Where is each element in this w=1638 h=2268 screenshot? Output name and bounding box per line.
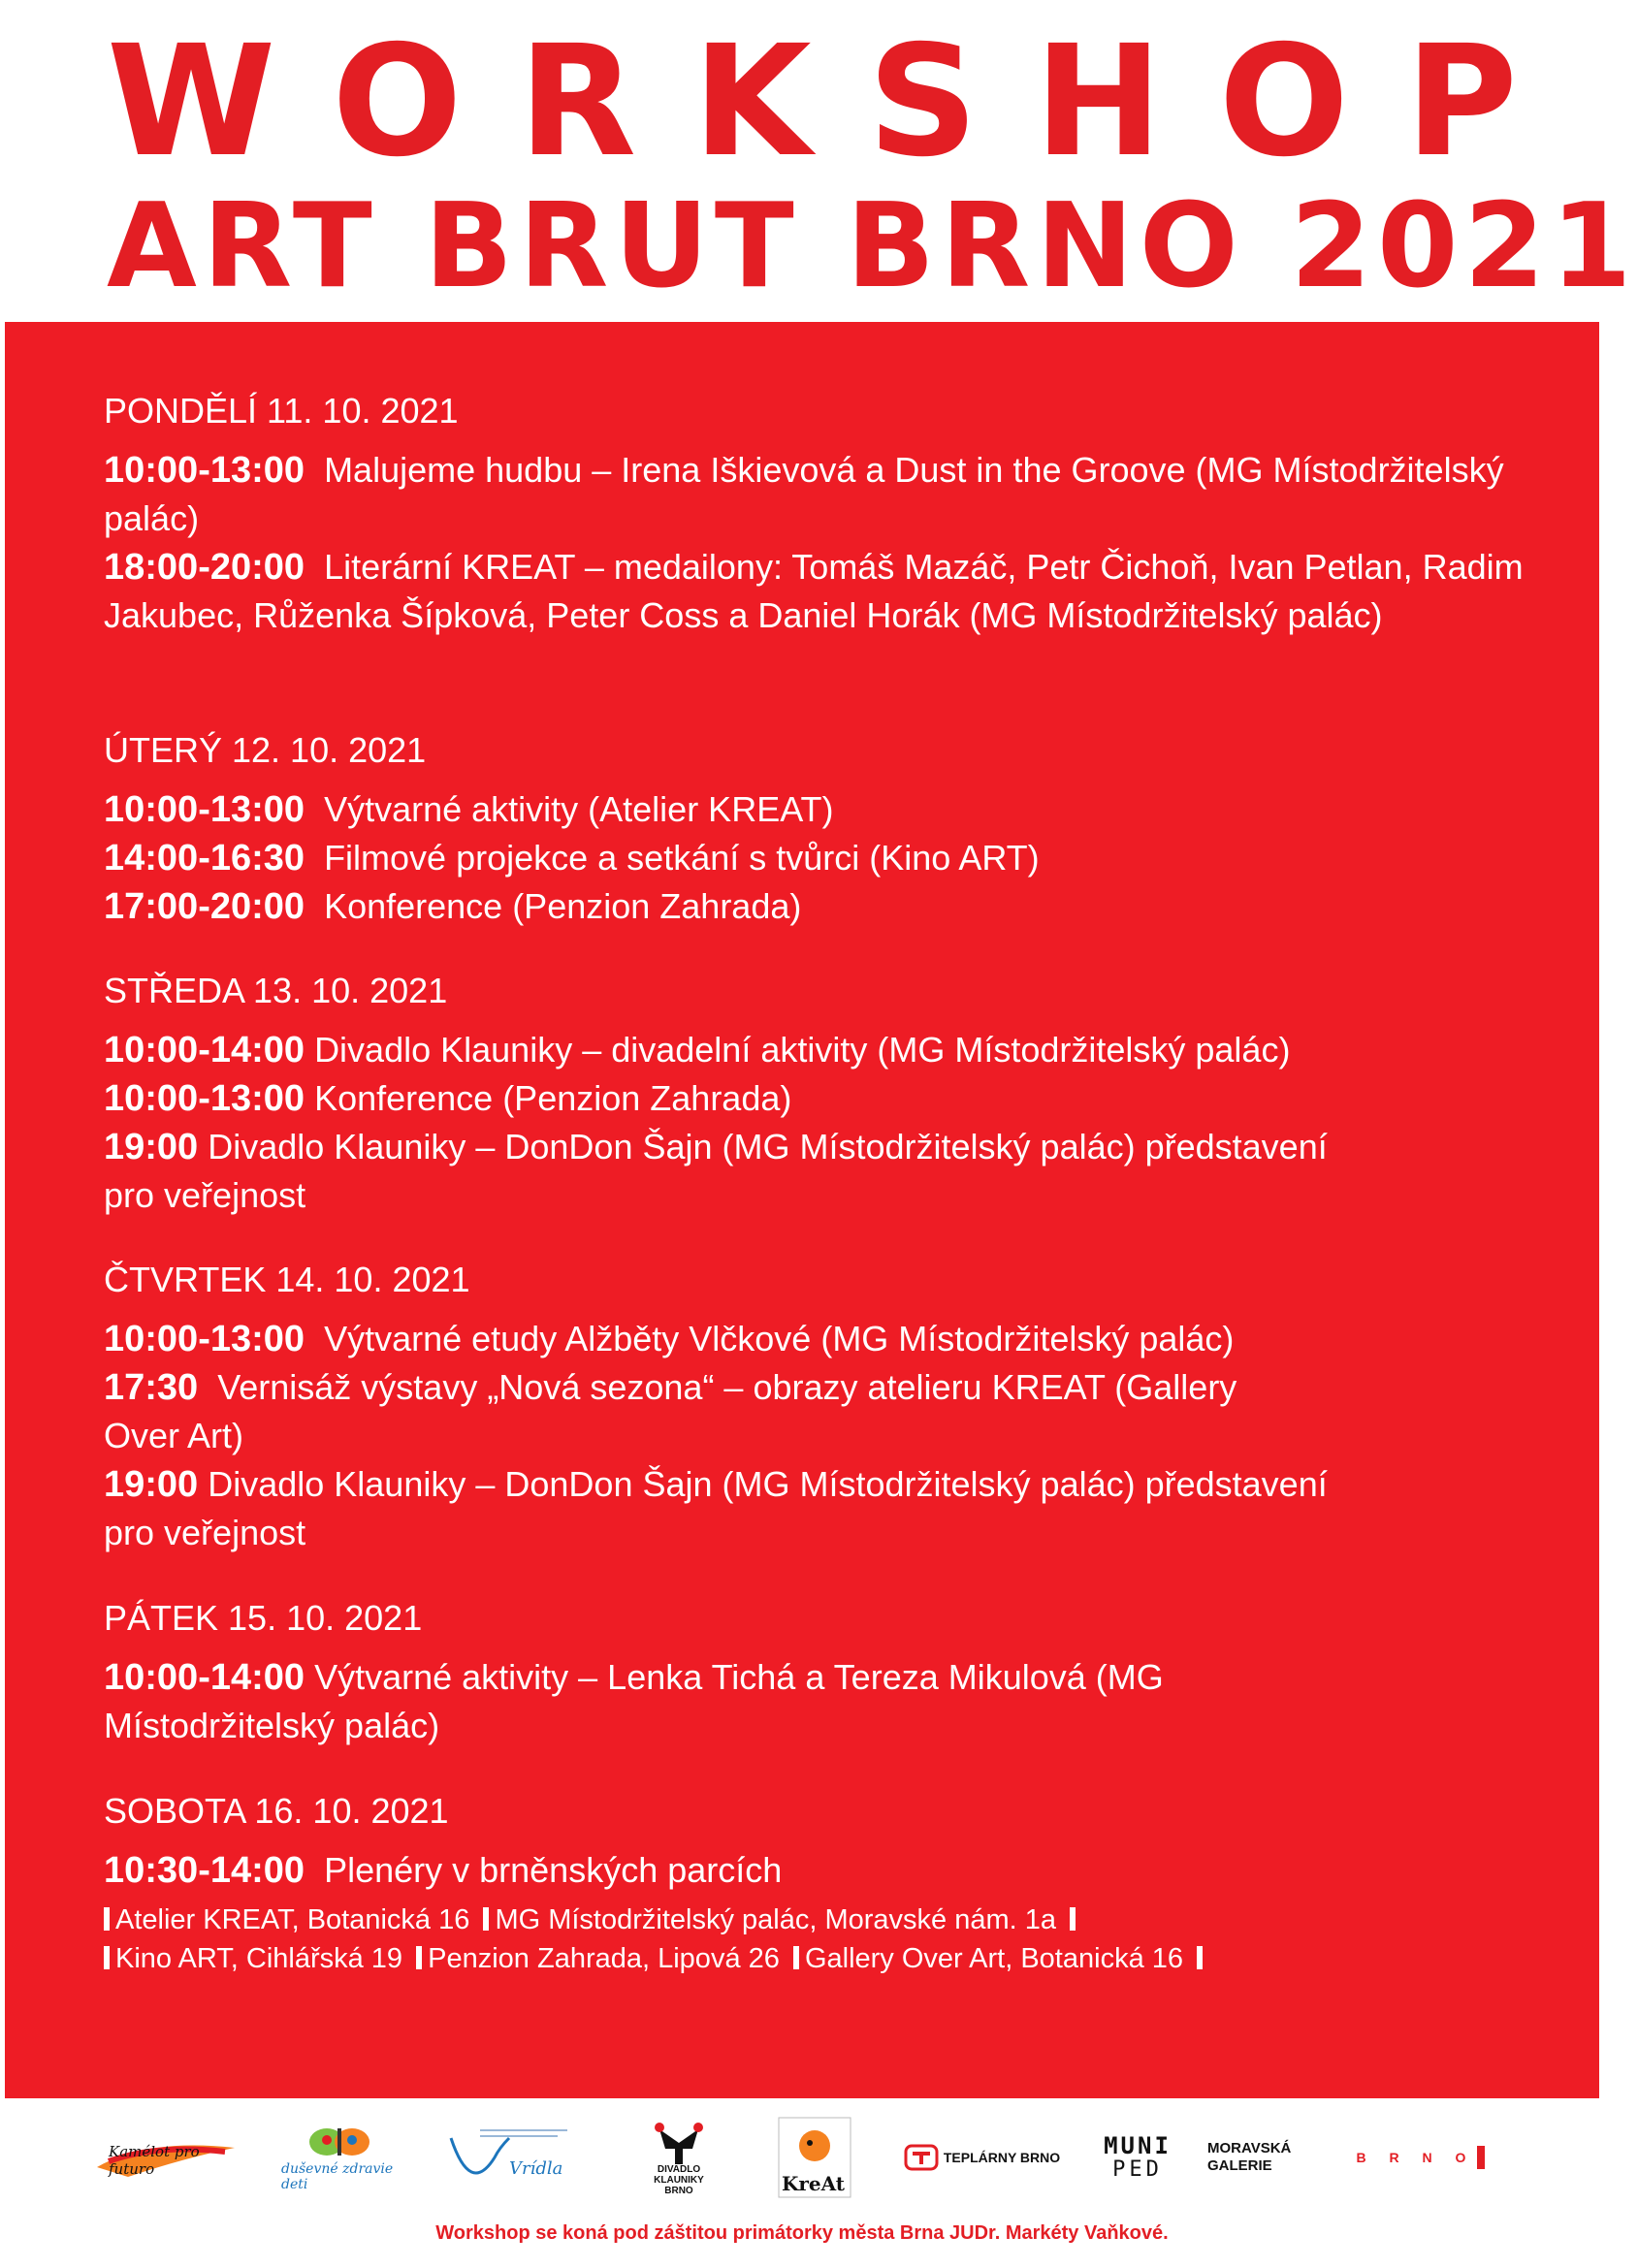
logo-teplarny-brno bbox=[900, 2114, 1065, 2201]
event-time: 17:00-20:00 bbox=[104, 886, 305, 927]
separator-bar bbox=[483, 1907, 489, 1931]
day-title: SOBOTA 16. 10. 2021 bbox=[104, 1791, 449, 1831]
schedule-item bbox=[104, 1363, 1316, 1460]
schedule-item bbox=[104, 834, 1539, 882]
address-kino-art: Kino ART, Cihlářská 19 bbox=[115, 1943, 403, 1974]
event-text: Divadlo Klauniky – divadelní aktivity (MG Místodržitelský palác) bbox=[314, 1030, 1291, 1070]
logo-moravska-galerie bbox=[1207, 2114, 1333, 2201]
day-title: ČTVRTEK 14. 10. 2021 bbox=[104, 1260, 470, 1299]
schedule-item bbox=[104, 1315, 1539, 1363]
separator-bar bbox=[416, 1946, 422, 1969]
schedule-item bbox=[104, 1123, 1345, 1220]
event-time: 10:00-13:00 bbox=[104, 1078, 305, 1119]
event-text: Divadlo Klauniky – DonDon Šajn (MG Místodržitelský palác) představení pro veřejnost bbox=[104, 1464, 1328, 1552]
logo-muni-ped bbox=[1094, 2114, 1181, 2201]
logo-text: KreAt bbox=[782, 2172, 846, 2195]
event-text: Výtvarné etudy Alžběty Vlčkové (MG Místodržitelský palác) bbox=[324, 1319, 1235, 1358]
event-text: Výtvarné aktivity (Atelier KREAT) bbox=[324, 789, 834, 829]
logo-text: MORAVSKÁ bbox=[1207, 2140, 1292, 2156]
logo-text: PED bbox=[1112, 2157, 1163, 2182]
event-text: Konference (Penzion Zahrada) bbox=[324, 886, 802, 926]
separator-bar bbox=[104, 1907, 110, 1931]
event-time: 18:00-20:00 bbox=[104, 547, 305, 588]
logo-text: TEPLÁRNY BRNO bbox=[943, 2150, 1061, 2165]
poster-title: WORKSHOP bbox=[107, 13, 1574, 191]
address-mg-palace: MG Místodržitelský palác, Moravské nám. 1a bbox=[495, 1904, 1057, 1935]
event-text: Malujeme hudbu – Irena Iškievová a Dust in the Groove (MG Místodržitelský palác) bbox=[104, 450, 1504, 538]
day-tuesday bbox=[104, 729, 1539, 931]
day-title: STŘEDA 13. 10. 2021 bbox=[104, 971, 448, 1010]
event-text: Divadlo Klauniky – DonDon Šajn (MG Místodržitelský palác) představení pro veřejnost bbox=[104, 1127, 1328, 1215]
event-time: 10:00-13:00 bbox=[104, 789, 305, 830]
event-time: 10:30-14:00 bbox=[104, 1850, 305, 1891]
poster-subtitle: ART BRUT BRNO 2021 bbox=[107, 179, 1638, 314]
logo-kreat bbox=[776, 2114, 853, 2201]
brno-bar-icon bbox=[1477, 2146, 1485, 2169]
schedule-item bbox=[104, 543, 1539, 640]
logo-text: Vrídla bbox=[509, 2158, 563, 2179]
logo-text: MUNI bbox=[1104, 2132, 1172, 2159]
logo-kamelot bbox=[89, 2114, 244, 2201]
day-wednesday bbox=[104, 970, 1539, 1220]
partner-logos bbox=[0, 2104, 1604, 2220]
schedule-item bbox=[104, 1026, 1539, 1074]
logo-text: B R N O bbox=[1356, 2150, 1476, 2165]
logo-text: duševné zdravie deti bbox=[281, 2161, 394, 2192]
event-text: Filmové projekce a setkání s tvůrci (Kino ART) bbox=[324, 838, 1040, 878]
event-time: 14:00-16:30 bbox=[104, 838, 305, 878]
address-penzion-zahrada: Penzion Zahrada, Lipová 26 bbox=[428, 1943, 780, 1974]
logo-dusevne-zdravie bbox=[281, 2114, 398, 2201]
teplarny-mark-icon bbox=[905, 2145, 938, 2170]
separator-bar bbox=[1197, 1946, 1203, 1969]
event-time: 10:00-13:00 bbox=[104, 1319, 305, 1359]
schedule-panel bbox=[5, 322, 1599, 2098]
event-time: 10:00-13:00 bbox=[104, 450, 305, 491]
schedule-item bbox=[104, 1074, 1539, 1123]
event-text: Konference (Penzion Zahrada) bbox=[314, 1078, 792, 1118]
schedule-item bbox=[104, 1460, 1345, 1557]
wave-icon bbox=[441, 2119, 577, 2196]
day-title: PÁTEK 15. 10. 2021 bbox=[104, 1598, 423, 1638]
logo-divadlo-klauniky bbox=[640, 2114, 718, 2201]
event-time: 19:00 bbox=[104, 1464, 199, 1505]
event-text: Výtvarné aktivity – Lenka Tichá a Tereza Mikulová (MG Místodržitelský palác) bbox=[104, 1657, 1164, 1745]
jester-icon bbox=[650, 2120, 708, 2164]
separator-bar bbox=[104, 1946, 110, 1969]
day-saturday bbox=[104, 1790, 1539, 1895]
day-thursday bbox=[104, 1259, 1539, 1557]
separator-bar bbox=[793, 1946, 799, 1969]
address-row bbox=[104, 1939, 1558, 1978]
schedule-item bbox=[104, 446, 1539, 543]
event-time: 19:00 bbox=[104, 1127, 199, 1167]
poster-header bbox=[0, 0, 1638, 322]
address-row bbox=[104, 1901, 1558, 1939]
event-text: Vernisáž výstavy „Nová sezona“ – obrazy atelieru KREAT (Gallery Over Art) bbox=[104, 1367, 1237, 1455]
butterfly-icon bbox=[305, 2123, 373, 2161]
schedule-item bbox=[104, 785, 1539, 834]
event-time: 10:00-14:00 bbox=[104, 1030, 305, 1070]
event-text: Literární KREAT – medailony: Tomáš Mazáč, Petr Čichoň, Ivan Petlan, Radim Jakubec, Růženka Šípková, Peter Coss a Daniel Horák (MG Místodržitelský palác) bbox=[104, 547, 1524, 635]
address-gallery-over-art: Gallery Over Art, Botanická 16 bbox=[804, 1943, 1184, 1974]
logo-text: GALERIE bbox=[1207, 2157, 1272, 2174]
day-friday bbox=[104, 1597, 1539, 1750]
day-title: ÚTERÝ 12. 10. 2021 bbox=[104, 730, 427, 770]
event-time: 17:30 bbox=[104, 1367, 199, 1408]
logo-text: Kamélot pro futuro bbox=[109, 2143, 200, 2178]
day-monday bbox=[104, 390, 1539, 640]
logo-text: DIVADLO KLAUNIKY BRNO bbox=[654, 2163, 704, 2196]
patronage-note: Workshop se koná pod záštitou primátorky města Brna JUDr. Markéty Vaňkové. bbox=[435, 2222, 1169, 2244]
schedule-item bbox=[104, 1846, 1539, 1895]
address-atelier-kreat: Atelier KREAT, Botanická 16 bbox=[115, 1904, 470, 1935]
schedule-item bbox=[104, 1653, 1316, 1750]
event-text: Plenéry v brněnských parcích bbox=[324, 1850, 783, 1890]
day-title: PONDĚLÍ 11. 10. 2021 bbox=[104, 391, 459, 431]
event-time: 10:00-14:00 bbox=[104, 1657, 305, 1698]
separator-bar bbox=[1070, 1907, 1076, 1931]
schedule-item bbox=[104, 882, 1539, 931]
logo-brno bbox=[1353, 2114, 1489, 2201]
venue-addresses bbox=[104, 1901, 1558, 1978]
logo-vridla bbox=[441, 2114, 577, 2201]
